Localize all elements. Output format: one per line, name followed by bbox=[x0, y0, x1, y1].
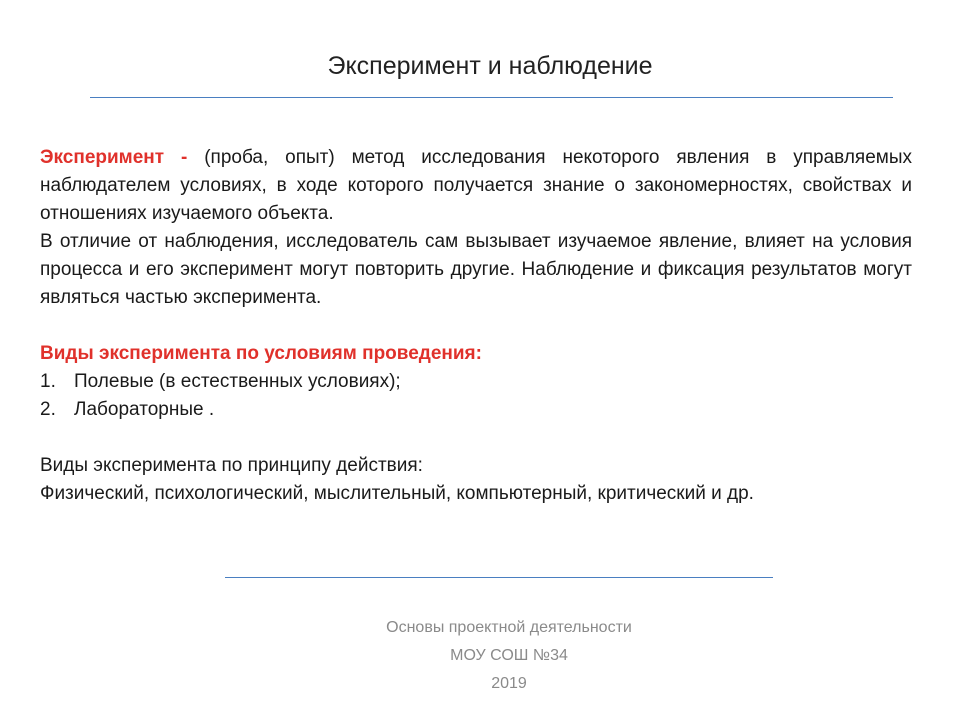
slide-title: Эксперимент и наблюдение bbox=[327, 52, 653, 80]
footer-year: 2019 bbox=[491, 675, 527, 692]
list-item-number: 1. bbox=[40, 371, 56, 392]
spacer bbox=[40, 424, 912, 452]
spacer bbox=[40, 312, 912, 340]
footer-school: МОУ СОШ №34 bbox=[450, 647, 568, 664]
footer-divider bbox=[225, 577, 773, 578]
definition-text: (проба, опыт) метод исследования некоторого явления в управляемых наблюдателем условиях, в ходе которого получается знание о закономерностях, свойствах и отношениях изучаемого объекта. bbox=[40, 147, 912, 224]
comparison-paragraph: В отличие от наблюдения, исследователь сам вызывает изучаемое явление, влияет на условия процесса и его эксперимент могут повторить другие. Наблюдение и фиксация результатов могут являться частью эксперимента. bbox=[40, 231, 912, 308]
slide-content bbox=[40, 144, 912, 508]
list-item-number: 2. bbox=[40, 399, 56, 420]
list-item-text: Полевые (в естественных условиях); bbox=[74, 371, 401, 392]
definition-term: Эксперимент - bbox=[40, 147, 188, 168]
list-item-text: Лабораторные . bbox=[74, 399, 215, 420]
title-divider bbox=[90, 97, 893, 98]
footer bbox=[0, 614, 960, 698]
list-item bbox=[40, 368, 912, 396]
types-by-principle-text: Физический, психологический, мыслительный, компьютерный, критический и др. bbox=[40, 483, 754, 504]
types-by-conditions-list bbox=[40, 368, 912, 424]
types-by-conditions-heading: Виды эксперимента по условиям проведения: bbox=[40, 343, 482, 364]
footer-course: Основы проектной деятельности bbox=[386, 619, 632, 636]
definition-paragraph bbox=[40, 144, 912, 228]
list-item bbox=[40, 396, 912, 424]
types-by-principle-heading: Виды эксперимента по принципу действия: bbox=[40, 455, 423, 476]
